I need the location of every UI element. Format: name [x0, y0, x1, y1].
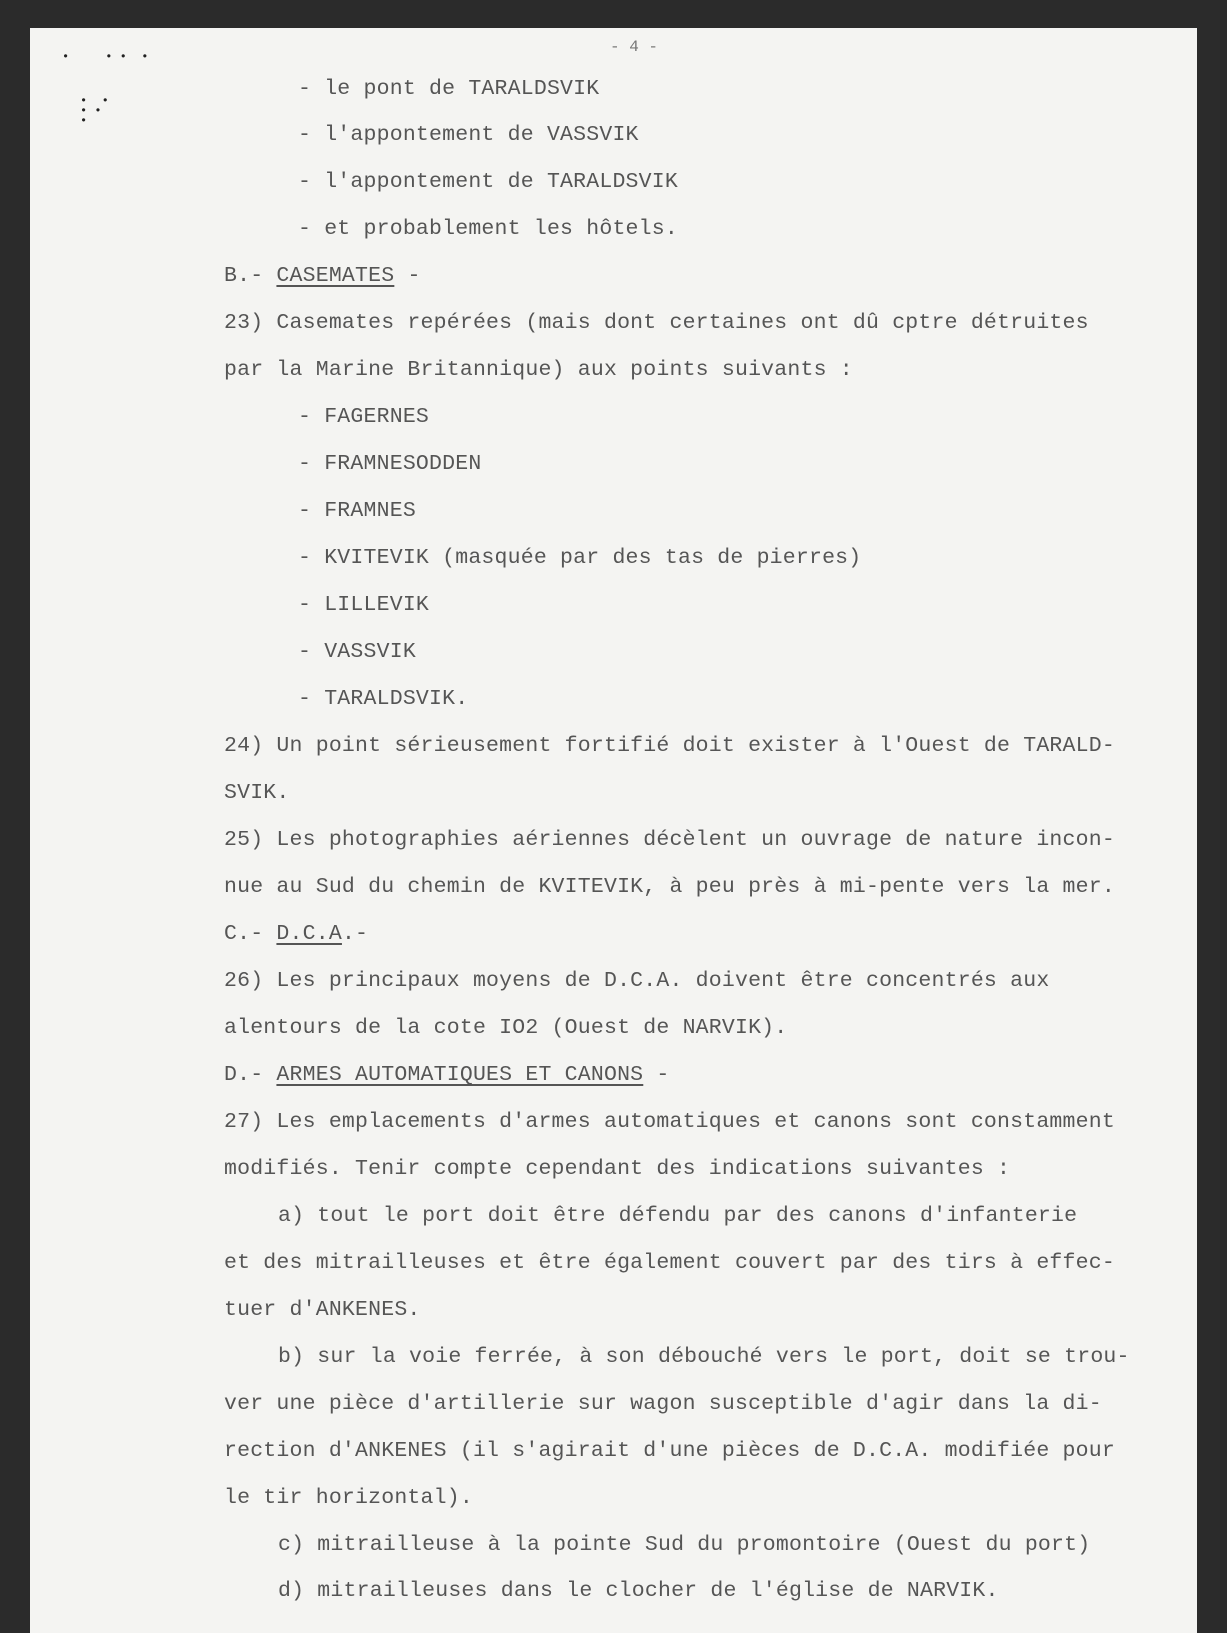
- paragraph-line: 24) Un point sérieusement fortifié doit exister à l'Ouest de TARALD-: [224, 734, 1115, 758]
- item-b-line: b) sur la voie ferrée, à son débouché vers le port, doit se trou-: [278, 1345, 1130, 1369]
- section-heading-c: [224, 921, 368, 947]
- section-title: CASEMATES: [276, 264, 395, 288]
- list-item: - et probablement les hôtels.: [298, 217, 678, 241]
- item-a-line: a) tout le port doit être défendu par des canons d'infanterie: [278, 1204, 1078, 1228]
- list-item: - FRAMNESODDEN: [298, 452, 482, 476]
- list-item: - l'appontement de TARALDSVIK: [298, 170, 678, 194]
- paragraph-line: 27) Les emplacements d'armes automatiques et canons sont constamment: [224, 1110, 1115, 1134]
- item-a-line: et des mitrailleuses et être également couvert par des tirs à effec-: [224, 1251, 1115, 1275]
- paragraph-line: par la Marine Britannique) aux points suivants :: [224, 358, 853, 382]
- margin-marks: • • • •: [62, 50, 149, 64]
- paragraph-line: modifiés. Tenir compte cependant des indications suivantes :: [224, 1157, 1011, 1181]
- paragraph-line: nue au Sud du chemin de KVITEVIK, à peu près à mi-pente vers la mer.: [224, 875, 1115, 899]
- item-a-line: tuer d'ANKENES.: [224, 1298, 421, 1322]
- item-b-line: rection d'ANKENES (il s'agirait d'une pièces de D.C.A. modifiée pour: [224, 1439, 1115, 1463]
- paragraph-line: alentours de la cote IO2 (Ouest de NARVIK).: [224, 1016, 788, 1040]
- section-suffix: -: [394, 264, 421, 288]
- list-item: - LILLEVIK: [298, 593, 430, 617]
- item-b-line: le tir horizontal).: [224, 1486, 473, 1510]
- item-c-line: c) mitrailleuse à la pointe Sud du promontoire (Ouest du port): [278, 1533, 1091, 1557]
- margin-marks: • • • • •: [80, 94, 109, 128]
- section-heading-b: [224, 263, 421, 289]
- list-item: - KVITEVIK (masquée par des tas de pierres): [298, 546, 862, 570]
- page-number: - 4 -: [610, 38, 659, 56]
- list-item: - FAGERNES: [298, 405, 430, 429]
- paragraph-line: 25) Les photographies aériennes décèlent un ouvrage de nature incon-: [224, 828, 1115, 852]
- section-prefix: D.-: [224, 1063, 277, 1087]
- section-suffix: -: [643, 1063, 670, 1087]
- section-prefix: B.-: [224, 264, 277, 288]
- section-suffix: .-: [341, 922, 369, 946]
- section-title: ARMES AUTOMATIQUES ET CANONS: [276, 1063, 644, 1087]
- section-prefix: C.-: [224, 922, 277, 946]
- list-item: - VASSVIK: [298, 640, 416, 664]
- list-item: - le pont de TARALDSVIK: [298, 77, 600, 101]
- list-item: - l'appontement de VASSVIK: [298, 123, 639, 147]
- list-item: - TARALDSVIK.: [298, 687, 469, 711]
- paragraph-line: 23) Casemates repérées (mais dont certaines ont dû cptre détruites: [224, 311, 1089, 335]
- section-title: D.C.A: [276, 922, 342, 946]
- paragraph-line: 26) Les principaux moyens de D.C.A. doivent être concentrés aux: [224, 969, 1050, 993]
- paragraph-line: SVIK.: [224, 781, 290, 805]
- item-b-line: ver une pièce d'artillerie sur wagon susceptible d'agir dans la di-: [224, 1392, 1102, 1416]
- item-d-line: d) mitrailleuses dans le clocher de l'église de NARVIK.: [278, 1579, 999, 1603]
- list-item: - FRAMNES: [298, 499, 416, 523]
- section-heading-d: [224, 1062, 670, 1088]
